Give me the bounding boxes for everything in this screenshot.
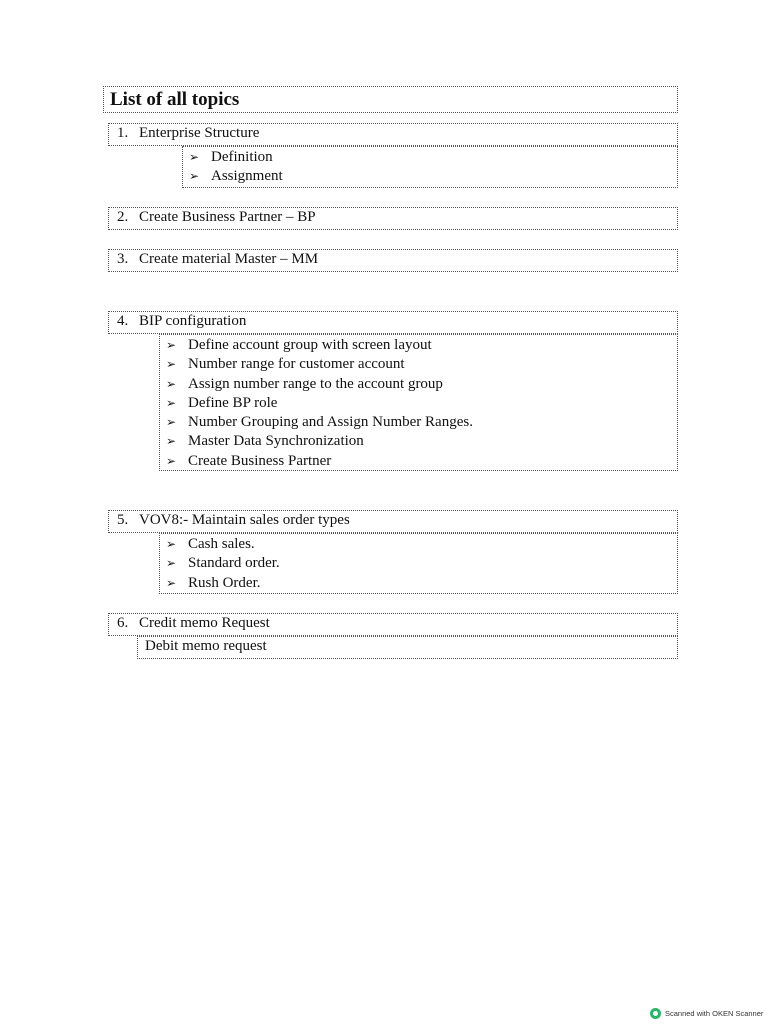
topic-2-header [108, 207, 678, 230]
topic-5-number: 5. [117, 512, 129, 528]
topic-1-label: Enterprise Structure [139, 125, 260, 141]
topic-4-list [166, 336, 473, 471]
topic-5-label: VOV8:- Maintain sales order types [139, 512, 350, 528]
scanner-watermark [650, 1007, 763, 1019]
topic-4-header [108, 311, 678, 334]
topic-4-subitems [159, 334, 678, 471]
list-item: ➢ Definition [189, 148, 283, 167]
scanner-logo-icon [650, 1008, 661, 1019]
title-box [103, 86, 678, 113]
list-item: ➢ Assignment [189, 167, 283, 186]
topic-3-header [108, 249, 678, 272]
topic-4-number: 4. [117, 313, 129, 329]
arrow-bullet-icon: ➢ [166, 376, 177, 391]
topic-2-number: 2. [117, 209, 129, 225]
page-title: List of all topics [110, 89, 240, 110]
list-item: ➢ Assign number range to the account group [166, 375, 473, 394]
topic-6-label: Credit memo Request [139, 615, 270, 631]
arrow-bullet-icon: ➢ [166, 395, 177, 410]
arrow-bullet-icon: ➢ [189, 169, 200, 184]
topic-1-list [189, 148, 283, 187]
topic-1-header [108, 123, 678, 146]
list-item: ➢ Define account group with screen layout [166, 336, 473, 355]
list-item: ➢ Standard order. [166, 554, 280, 573]
topic-6-subitem [137, 636, 678, 659]
list-item: ➢ Define BP role [166, 394, 473, 413]
arrow-bullet-icon: ➢ [166, 537, 177, 551]
topic-2-label: Create Business Partner – BP [139, 209, 316, 225]
topic-1-subitems [182, 146, 678, 188]
arrow-bullet-icon: ➢ [166, 357, 177, 372]
list-item: ➢ Rush Order. [166, 574, 280, 593]
arrow-bullet-icon: ➢ [166, 575, 177, 590]
list-item: ➢ Create Business Partner [166, 452, 473, 471]
scanner-watermark-text: Scanned with OKEN Scanner [665, 1008, 764, 1018]
topic-6-header [108, 613, 678, 636]
topic-1-number: 1. [117, 125, 129, 141]
arrow-bullet-icon: ➢ [189, 150, 200, 164]
arrow-bullet-icon: ➢ [166, 415, 177, 430]
topic-6-sub-text: Debit memo request [145, 638, 267, 654]
list-item: ➢ Number Grouping and Assign Number Ranges. [166, 413, 473, 432]
arrow-bullet-icon: ➢ [166, 338, 177, 352]
arrow-bullet-icon: ➢ [166, 453, 177, 468]
topic-5-subitems [159, 533, 678, 594]
list-item: ➢ Number range for customer account [166, 355, 473, 374]
arrow-bullet-icon: ➢ [166, 556, 177, 571]
topic-3-label: Create material Master – MM [139, 251, 319, 267]
topic-5-list [166, 535, 280, 593]
list-item: ➢ Master Data Synchronization [166, 432, 473, 451]
arrow-bullet-icon: ➢ [166, 434, 177, 449]
list-item: ➢ Cash sales. [166, 535, 280, 554]
topic-4-label: BIP configuration [139, 313, 247, 329]
topic-3-number: 3. [117, 251, 129, 267]
topic-6-number: 6. [117, 615, 129, 631]
topic-5-header [108, 510, 678, 533]
